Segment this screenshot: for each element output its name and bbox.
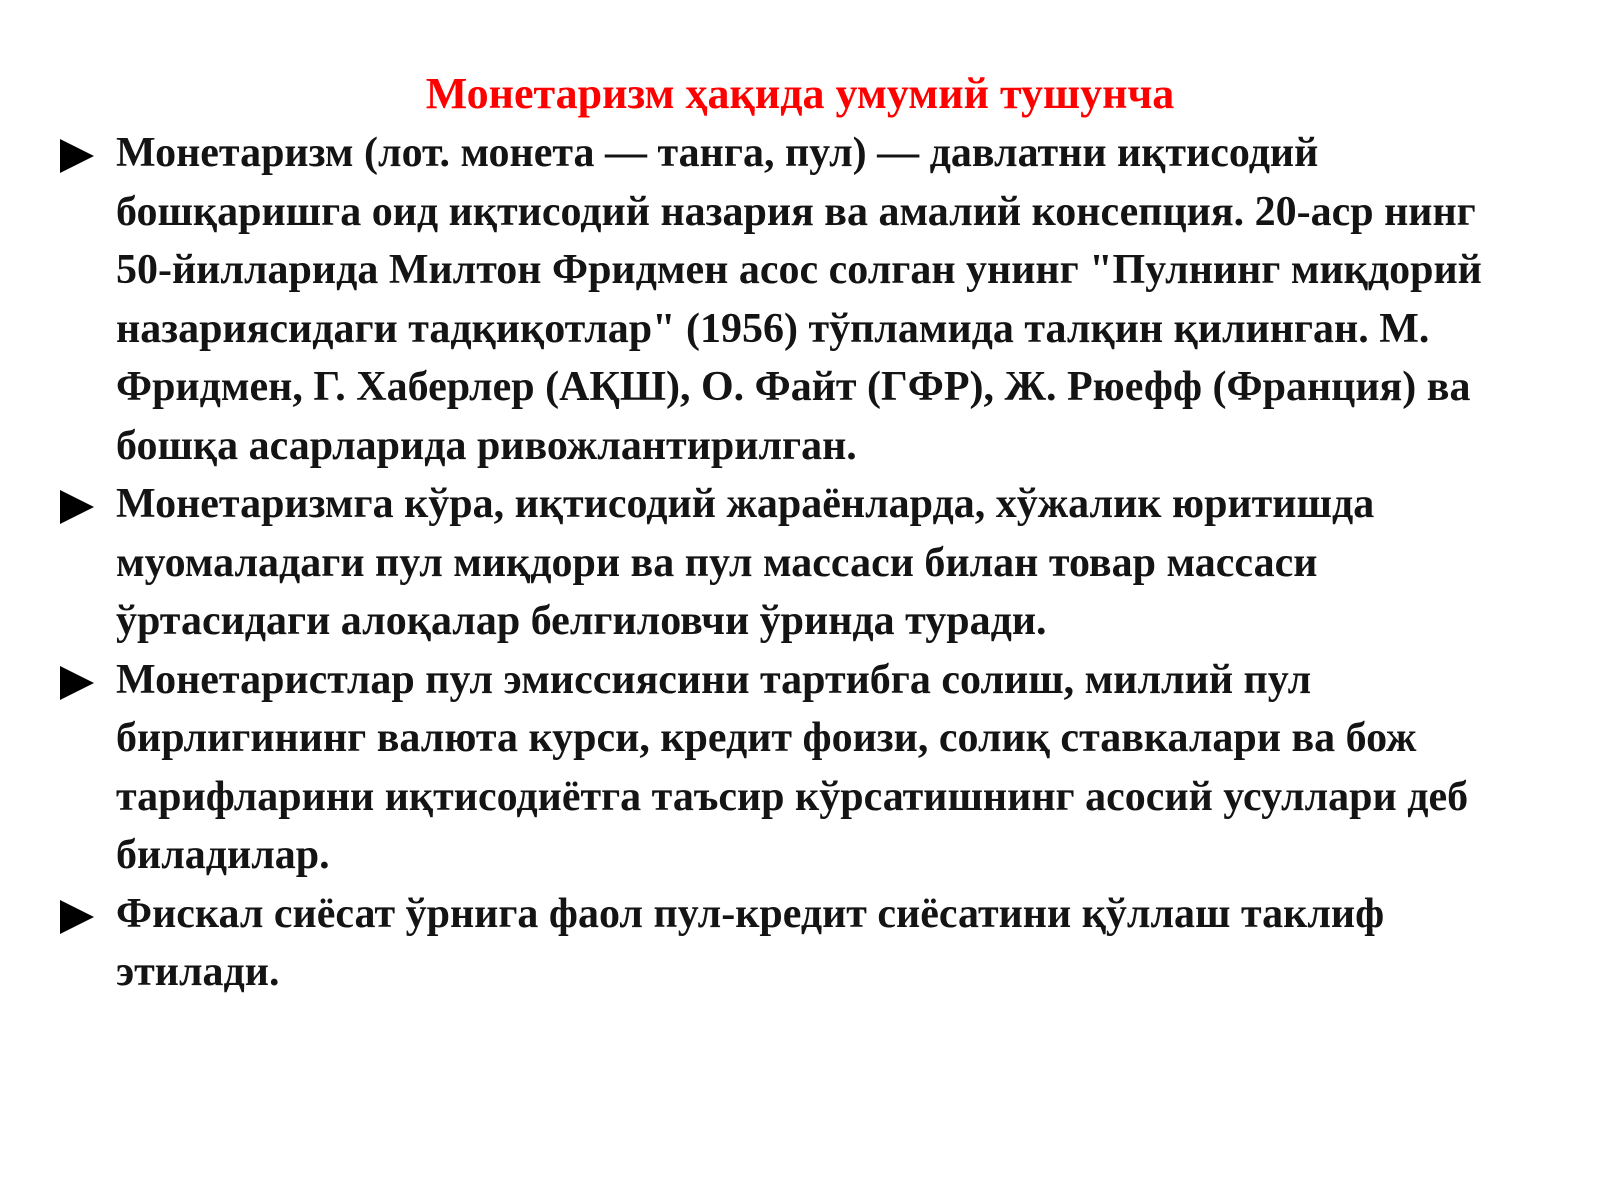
bullet-item-fiscal-policy [58, 885, 1538, 1002]
bullet-text: Монетаристлар пул эмиссиясини тартибга солиш, миллий пул бирлигининг валюта курси, кредит фоизи, солиқ ставкалари ва бож тарифларини иқтисодиётга таъсир кўрсатишнинг асосий усуллари деб биладилар. [116, 656, 1469, 878]
slide-title: Монетаризм ҳақида умумий тушунча [425, 69, 1175, 118]
bullet-text: Монетаризм (лот. монета — танга, пул) — давлатни иқтисодий бошқаришга оид иқтисодий назария ва амалий консепция. 20-аср нинг 50-йилларида Милтон Фридмен асос солган унинг "Пулнинг миқдорий назариясидаги тадқиқотлар" (1956) тўпламида талқин қилинган. М. Фридмен, Г. Хаберлер (АҚШ), О. Файт (ГФР), Ж. Рюефф (Франция) ва бошқа асарларида ривожлантирилган. [116, 130, 1482, 469]
triangle-right-icon [60, 900, 94, 934]
triangle-right-icon [60, 490, 94, 524]
bullet-item-money-supply [58, 475, 1538, 651]
triangle-right-icon [60, 139, 94, 173]
triangle-right-icon [60, 666, 94, 700]
bullet-text: Монетаризмга кўра, иқтисодий жараёнларда, хўжалик юритишда муомаладаги пул миқдори ва пул массаси билан товар массаси ўртасидаги алоқалар белгиловчи ўринда туради. [116, 481, 1375, 644]
bullet-list [58, 124, 1538, 1002]
bullet-item-monetarist-methods [58, 651, 1538, 885]
bullet-item-monetarism-definition [58, 124, 1538, 475]
bullet-text: Фискал сиёсат ўрнига фаол пул-кредит сиёсатини қўллаш таклиф этилади. [116, 890, 1385, 995]
